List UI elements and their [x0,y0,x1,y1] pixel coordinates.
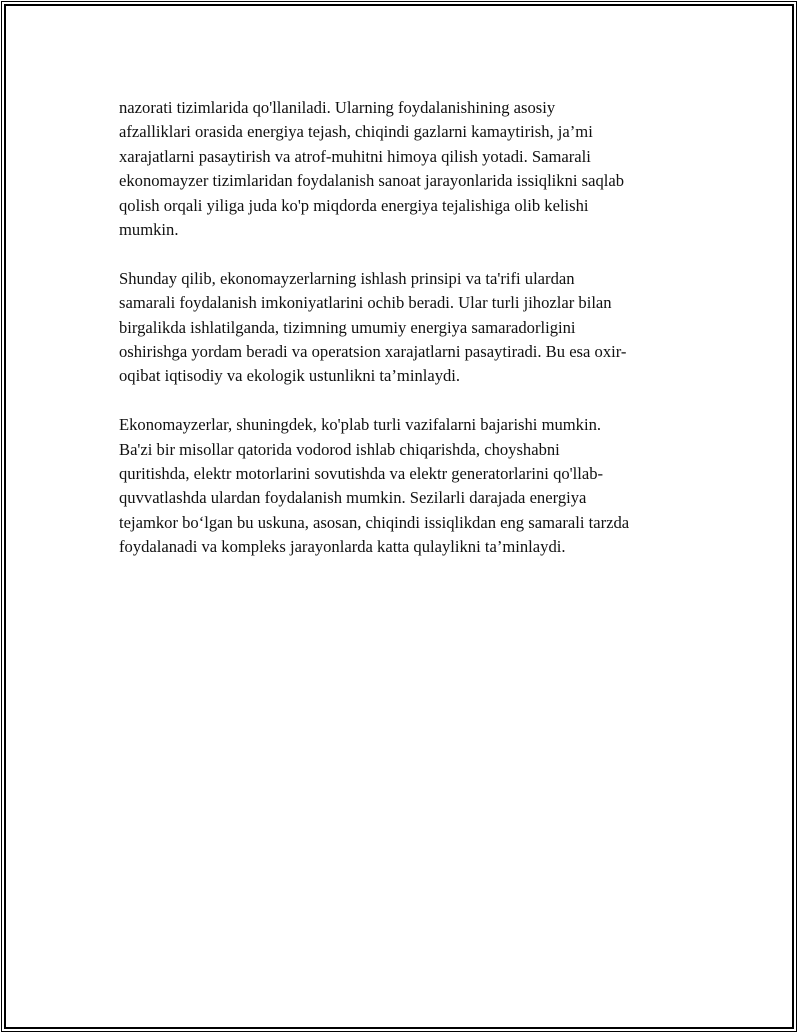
paragraph-1 [119,96,689,242]
text-line: samarali foydalanish imkoniyatlarini ochib beradi. Ular turli jihozlar bilan [119,293,612,313]
text-line: nazorati tizimlarida qo'llaniladi. Ularning foydalanishining asosiy [119,98,556,117]
text-line: quvvatlashda ulardan foydalanish mumkin. Sezilarli darajada energiya [119,488,587,508]
text-line: mumkin. [119,220,179,240]
text-line: quritishda, elektr motorlarini sovutishda va elektr generatorlarini qo'llab- [119,464,604,484]
text-line: oqibat iqtisodiy va ekologik ustunlikni ta’minlaydi. [119,366,461,386]
text-line: birgalikda ishlatilganda, tizimning umumiy energiya samaradorligini [119,317,576,337]
text-line: xarajatlarni pasaytirish va atrof-muhitni himoya qilish yotadi. Samarali [119,146,591,166]
document-body [119,96,689,584]
paragraph-2 [119,267,689,389]
document-page [4,4,794,1029]
text-line: Shunday qilib, ekonomayzerlarning ishlash prinsipi va ta'rifi ulardan [119,268,575,288]
text-line: Ba'zi bir misollar qatorida vodorod ishlab chiqarishda, choyshabni [119,439,560,459]
text-line: tejamkor bo‘lgan bu uskuna, asosan, chiqindi issiqlikdan eng samarali tarzda [119,512,630,532]
text-line: qolish orqali yiliga juda ko'p miqdorda energiya tejalishiga olib kelishi [119,195,589,215]
text-line: oshirishga yordam beradi va operatsion xarajatlarni pasaytiradi. Bu esa oxir- [119,342,627,362]
text-line: Ekonomayzerlar, shuningdek, ko'plab turli vazifalarni bajarishi mumkin. [119,415,602,435]
text-line: ekonomayzer tizimlaridan foydalanish sanoat jarayonlarida issiqlikni saqlab [119,171,625,191]
text-line: afzalliklari orasida energiya tejash, chiqindi gazlarni kamaytirish, ja’mi [119,122,593,142]
text-line: foydalanadi va kompleks jarayonlarda katta qulaylikni ta’minlaydi. [119,537,566,557]
paragraph-3 [119,413,689,559]
